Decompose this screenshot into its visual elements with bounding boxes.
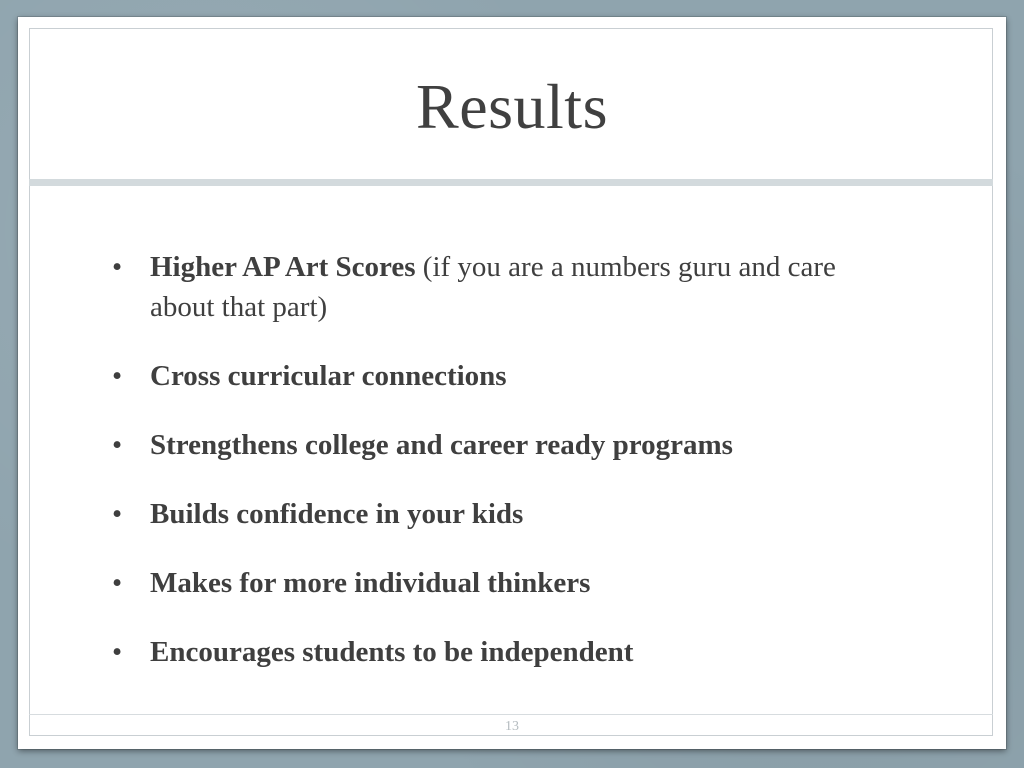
bullet-strong-text: Makes for more individual thinkers <box>150 567 591 599</box>
bullet-icon: • <box>112 251 123 283</box>
slide <box>18 17 1006 749</box>
page-number: 13 <box>505 719 519 734</box>
bullet-item <box>108 494 888 534</box>
bullet-icon: • <box>112 360 123 392</box>
bullet-list <box>108 247 888 701</box>
bullet-icon: • <box>112 636 123 668</box>
bullet-item <box>108 563 888 603</box>
bullet-strong-text: Builds confidence in your kids <box>150 498 524 530</box>
footer-divider <box>29 714 993 715</box>
bullet-icon: • <box>112 429 123 461</box>
slide-title: Results <box>416 71 608 142</box>
bullet-strong-text: Encourages students to be independent <box>150 636 634 668</box>
bullet-item <box>108 356 888 396</box>
bullet-item <box>108 425 888 465</box>
bullet-strong-text: Higher AP Art Scores <box>150 251 416 283</box>
bullet-item <box>108 632 888 672</box>
bullet-icon: • <box>112 567 123 599</box>
bullet-item <box>108 247 888 327</box>
title-divider <box>29 179 993 186</box>
bullet-rest-text: (if you are a numbers guru and care about that part) <box>150 251 836 323</box>
bullet-strong-text: Strengthens college and career ready programs <box>150 429 733 461</box>
bullet-icon: • <box>112 498 123 530</box>
bullet-strong-text: Cross curricular connections <box>150 360 507 392</box>
